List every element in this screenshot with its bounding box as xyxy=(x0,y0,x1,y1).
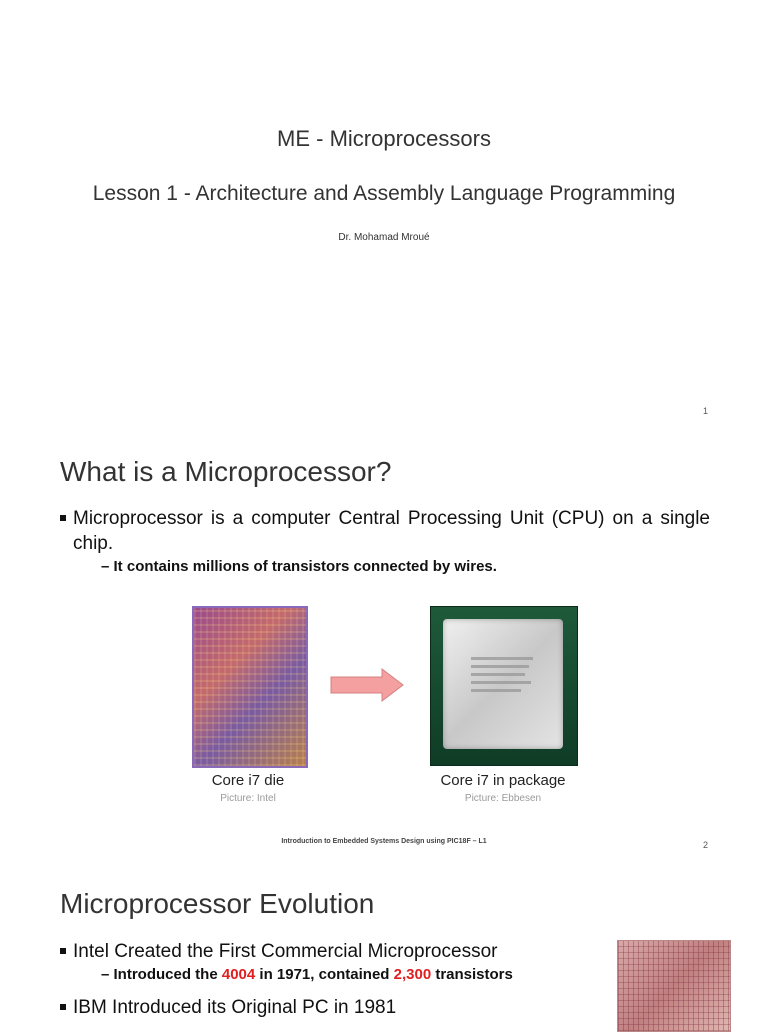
dash-icon: – xyxy=(101,966,110,983)
lesson-subtitle: Lesson 1 - Architecture and Assembly Language Programming xyxy=(92,182,676,205)
sub-bullet-item xyxy=(101,558,497,575)
bullet-item xyxy=(60,506,710,556)
page-number: 2 xyxy=(702,840,708,850)
die-caption: Core i7 die xyxy=(211,772,285,789)
author-name: Dr. Mohamad Mroué xyxy=(338,232,430,243)
die-credit: Picture: Intel xyxy=(220,793,276,804)
bullet-text: IBM Introduced its Original PC in 1981 xyxy=(73,997,397,1018)
chip-lid xyxy=(443,619,563,749)
package-credit: Picture: Ebbesen xyxy=(464,793,542,804)
sub-bullet-text: transistors xyxy=(431,966,513,983)
intel-4004-die-image xyxy=(617,940,731,1032)
bullet-item xyxy=(60,939,710,964)
slide-footer: Introduction to Embedded Systems Design using PIC18F – L1 xyxy=(281,838,487,845)
highlight-4004: 4004 xyxy=(221,966,256,983)
title-slide xyxy=(0,0,768,430)
sub-bullet-item xyxy=(101,966,513,983)
sub-bullet-text: It contains millions of transistors connected by wires. xyxy=(113,558,497,575)
bullet-text: Microprocessor is a computer Central Processing Unit (CPU) on a single chip. xyxy=(73,508,710,554)
slide-heading: Microprocessor Evolution xyxy=(60,888,375,919)
highlight-transistor-count: 2,300 xyxy=(393,966,432,983)
deck-title: ME - Microprocessors xyxy=(277,126,491,151)
core-i7-package-image xyxy=(430,606,578,766)
bullet-item xyxy=(60,995,710,1020)
page-number: 1 xyxy=(702,406,708,416)
square-bullet-icon xyxy=(60,948,66,954)
core-i7-die-image xyxy=(192,606,308,768)
sub-bullet-text: Introduced the xyxy=(113,966,222,983)
sub-bullet-text: in 1971, contained xyxy=(255,966,394,983)
package-caption: Core i7 in package xyxy=(440,772,566,789)
square-bullet-icon xyxy=(60,1004,66,1010)
microprocessor-evolution-slide xyxy=(0,862,768,1024)
dash-icon: – xyxy=(101,558,110,575)
slide-heading: What is a Microprocessor? xyxy=(60,456,392,487)
arrow-shape xyxy=(331,669,403,701)
right-arrow-icon xyxy=(330,668,404,702)
what-is-microprocessor-slide xyxy=(0,430,768,862)
square-bullet-icon xyxy=(60,515,66,521)
bullet-text: Intel Created the First Commercial Microprocessor xyxy=(73,941,498,962)
